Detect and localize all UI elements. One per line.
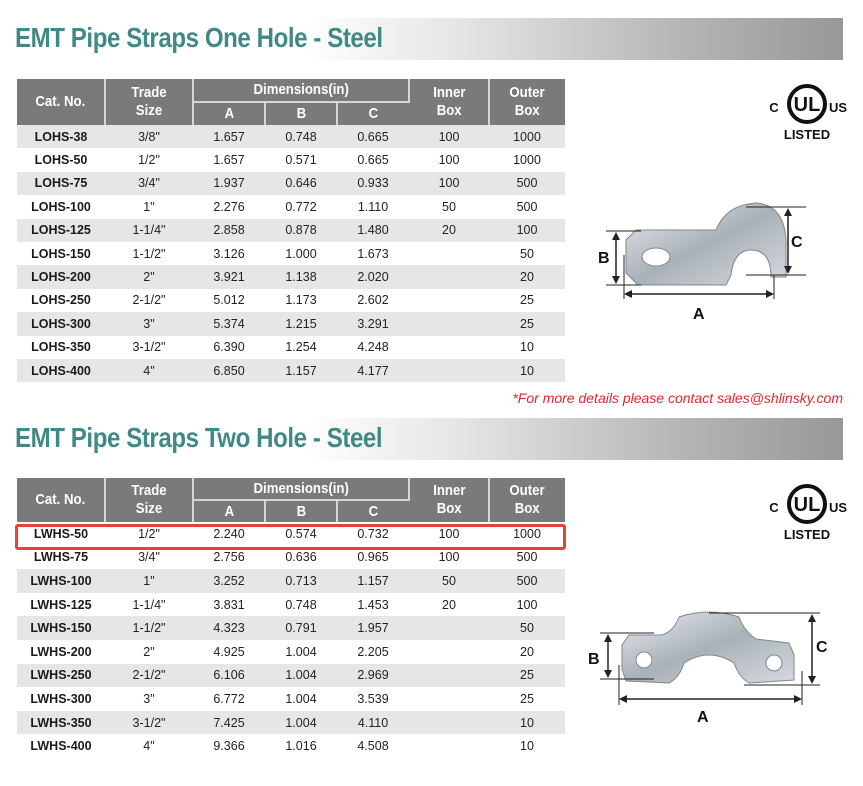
- two-hole-strap-diagram: [584, 605, 834, 725]
- table-row: [17, 312, 565, 335]
- cell-dim-b: 1.215: [265, 312, 337, 335]
- header-outer-box: Outer Box: [489, 79, 565, 125]
- cell-cat-no: LOHS-350: [17, 336, 105, 359]
- cell-trade-size: 1/2": [105, 522, 193, 546]
- cell-cat-no: LOHS-75: [17, 172, 105, 195]
- table-row: [17, 711, 565, 735]
- cell-inner-box: [409, 359, 489, 382]
- cell-dim-c: 1.110: [337, 195, 409, 218]
- strap-body: [622, 612, 794, 683]
- cell-inner-box: 100: [409, 522, 489, 546]
- cell-inner-box: [409, 265, 489, 288]
- table-row: [17, 195, 565, 218]
- cell-dim-b: 1.254: [265, 336, 337, 359]
- header-dim-a: A: [193, 102, 265, 125]
- cell-dim-c: 0.965: [337, 546, 409, 570]
- cell-dim-b: 1.138: [265, 265, 337, 288]
- cell-dim-c: 4.177: [337, 359, 409, 382]
- cell-trade-size: 1": [105, 195, 193, 218]
- cell-dim-a: 2.276: [193, 195, 265, 218]
- cell-outer-box: 100: [489, 593, 565, 617]
- cell-dim-b: 0.791: [265, 616, 337, 640]
- header-dim-c: C: [337, 102, 409, 125]
- header-dimensions: Dimensions(in): [193, 79, 409, 102]
- cell-cat-no: LWHS-150: [17, 616, 105, 640]
- table-row: [17, 242, 565, 265]
- table-row: [17, 687, 565, 711]
- cell-cat-no: LOHS-38: [17, 125, 105, 148]
- cell-dim-a: 5.374: [193, 312, 265, 335]
- dim-c-label: C: [816, 639, 828, 656]
- header-trade-size: Trade Size: [105, 79, 193, 125]
- cell-inner-box: [409, 734, 489, 758]
- cell-inner-box: [409, 616, 489, 640]
- cell-dim-a: 3.252: [193, 569, 265, 593]
- cell-trade-size: 1": [105, 569, 193, 593]
- table-row: [17, 125, 565, 148]
- cell-outer-box: 1000: [489, 148, 565, 171]
- cell-cat-no: LWHS-200: [17, 640, 105, 664]
- cell-outer-box: 25: [489, 289, 565, 312]
- cell-dim-c: 3.291: [337, 312, 409, 335]
- strap-hole: [642, 248, 670, 266]
- table-row: [17, 664, 565, 688]
- cell-dim-b: 1.004: [265, 711, 337, 735]
- cell-trade-size: 1-1/2": [105, 616, 193, 640]
- cell-inner-box: [409, 289, 489, 312]
- cell-inner-box: [409, 336, 489, 359]
- section-banner-one-hole: [15, 18, 843, 60]
- cell-outer-box: 100: [489, 219, 565, 242]
- cell-outer-box: 25: [489, 664, 565, 688]
- cell-dim-a: 9.366: [193, 734, 265, 758]
- cell-dim-a: 6.850: [193, 359, 265, 382]
- cell-dim-c: 2.602: [337, 289, 409, 312]
- ul-us-mark: US: [828, 100, 848, 115]
- header-inner-box: Inner Box: [409, 478, 489, 522]
- cell-cat-no: LOHS-100: [17, 195, 105, 218]
- cell-outer-box: 10: [489, 734, 565, 758]
- strap-hole-right: [766, 655, 782, 671]
- cell-inner-box: [409, 687, 489, 711]
- contact-note: *For more details please contact sales@shlinsky.com: [512, 390, 843, 406]
- cell-outer-box: 50: [489, 616, 565, 640]
- cell-cat-no: LOHS-300: [17, 312, 105, 335]
- cell-outer-box: 20: [489, 640, 565, 664]
- cell-outer-box: 500: [489, 195, 565, 218]
- cell-cat-no: LOHS-150: [17, 242, 105, 265]
- cell-trade-size: 4": [105, 734, 193, 758]
- table-row: [17, 148, 565, 171]
- cell-dim-b: 1.004: [265, 687, 337, 711]
- cell-dim-a: 2.240: [193, 522, 265, 546]
- table-row: [17, 289, 565, 312]
- header-cat-no: Cat. No.: [17, 478, 105, 522]
- cell-dim-a: 1.657: [193, 148, 265, 171]
- cell-dim-c: 2.020: [337, 265, 409, 288]
- ul-mark: UL: [793, 94, 821, 116]
- dim-b-label: B: [588, 651, 600, 668]
- cell-outer-box: 20: [489, 265, 565, 288]
- cell-dim-b: 1.173: [265, 289, 337, 312]
- cell-outer-box: 10: [489, 359, 565, 382]
- cell-dim-b: 0.636: [265, 546, 337, 570]
- cell-cat-no: LOHS-250: [17, 289, 105, 312]
- cell-trade-size: 1-1/4": [105, 593, 193, 617]
- cell-trade-size: 1-1/2": [105, 242, 193, 265]
- cell-trade-size: 2": [105, 265, 193, 288]
- cell-inner-box: 20: [409, 593, 489, 617]
- cell-dim-c: 3.539: [337, 687, 409, 711]
- ul-listed-logo: [762, 482, 852, 547]
- ul-listed-text: LISTED: [783, 527, 831, 542]
- cell-outer-box: 10: [489, 711, 565, 735]
- one-hole-strap-diagram: [586, 195, 806, 325]
- cell-trade-size: 3/8": [105, 125, 193, 148]
- cell-cat-no: LWHS-300: [17, 687, 105, 711]
- cell-inner-box: [409, 664, 489, 688]
- strap-hole-left: [636, 652, 652, 668]
- cell-dim-c: 2.205: [337, 640, 409, 664]
- cell-cat-no: LWHS-400: [17, 734, 105, 758]
- cell-dim-c: 1.480: [337, 219, 409, 242]
- cell-trade-size: 1/2": [105, 148, 193, 171]
- section-title: EMT Pipe Straps One Hole - Steel: [15, 22, 383, 53]
- header-trade-size: Trade Size: [105, 478, 193, 522]
- cell-trade-size: 3/4": [105, 546, 193, 570]
- cell-cat-no: LOHS-400: [17, 359, 105, 382]
- table-row: [17, 265, 565, 288]
- strap-body: [626, 203, 786, 285]
- ul-us-mark: US: [828, 500, 848, 515]
- cell-dim-b: 0.878: [265, 219, 337, 242]
- cell-trade-size: 3-1/2": [105, 336, 193, 359]
- cell-dim-a: 6.390: [193, 336, 265, 359]
- cell-trade-size: 3/4": [105, 172, 193, 195]
- cell-dim-c: 4.248: [337, 336, 409, 359]
- cell-inner-box: [409, 711, 489, 735]
- table-row: [17, 734, 565, 758]
- cell-dim-a: 4.323: [193, 616, 265, 640]
- table-row: [17, 593, 565, 617]
- cell-dim-c: 1.957: [337, 616, 409, 640]
- ul-listed-text: LISTED: [783, 127, 831, 142]
- header-dim-c: C: [337, 500, 409, 522]
- table-row: [17, 359, 565, 382]
- dim-b-label: B: [598, 250, 610, 267]
- cell-dim-c: 2.969: [337, 664, 409, 688]
- dim-c-label: C: [791, 234, 803, 251]
- table-row: [17, 616, 565, 640]
- cell-dim-c: 0.665: [337, 125, 409, 148]
- cell-outer-box: 1000: [489, 125, 565, 148]
- cell-inner-box: 100: [409, 148, 489, 171]
- highlighted-row-outline: [15, 524, 566, 550]
- header-dimensions: Dimensions(in): [193, 478, 409, 500]
- header-dim-a: A: [193, 500, 265, 522]
- dim-a-label: A: [693, 306, 705, 323]
- cell-dim-c: 0.732: [337, 522, 409, 546]
- cell-trade-size: 4": [105, 359, 193, 382]
- header-dim-b: B: [265, 500, 337, 522]
- cell-cat-no: LWHS-100: [17, 569, 105, 593]
- cell-cat-no: LWHS-125: [17, 593, 105, 617]
- cell-cat-no: LOHS-50: [17, 148, 105, 171]
- header-inner-box: Inner Box: [409, 79, 489, 125]
- cell-dim-b: 0.748: [265, 125, 337, 148]
- cell-inner-box: 20: [409, 219, 489, 242]
- cell-inner-box: 50: [409, 569, 489, 593]
- ul-mark: UL: [793, 494, 821, 516]
- cell-dim-a: 1.937: [193, 172, 265, 195]
- cell-outer-box: 50: [489, 242, 565, 265]
- cell-trade-size: 2-1/2": [105, 664, 193, 688]
- cell-dim-a: 4.925: [193, 640, 265, 664]
- cell-trade-size: 1-1/4": [105, 219, 193, 242]
- header-outer-box: Outer Box: [489, 478, 565, 522]
- spec-table-two-hole: [17, 478, 565, 758]
- section-banner-two-hole: [15, 418, 843, 460]
- spec-table-one-hole: [17, 79, 565, 382]
- cell-inner-box: 100: [409, 546, 489, 570]
- cell-outer-box: 25: [489, 687, 565, 711]
- cell-dim-a: 3.831: [193, 593, 265, 617]
- cell-inner-box: [409, 312, 489, 335]
- cell-dim-b: 0.571: [265, 148, 337, 171]
- header-cat-no: Cat. No.: [17, 79, 105, 125]
- cell-dim-a: 1.657: [193, 125, 265, 148]
- cell-dim-a: 2.756: [193, 546, 265, 570]
- cell-trade-size: 3": [105, 687, 193, 711]
- dim-a-label: A: [697, 709, 709, 725]
- cell-inner-box: 100: [409, 172, 489, 195]
- cell-dim-b: 0.574: [265, 522, 337, 546]
- table-row: [17, 569, 565, 593]
- cell-trade-size: 2-1/2": [105, 289, 193, 312]
- cell-dim-c: 1.157: [337, 569, 409, 593]
- table-row: [17, 219, 565, 242]
- cell-outer-box: 500: [489, 569, 565, 593]
- cell-dim-a: 6.106: [193, 664, 265, 688]
- cell-inner-box: [409, 640, 489, 664]
- cell-dim-b: 0.646: [265, 172, 337, 195]
- table-row: [17, 336, 565, 359]
- cell-dim-a: 2.858: [193, 219, 265, 242]
- header-dim-b: B: [265, 102, 337, 125]
- cell-cat-no: LOHS-125: [17, 219, 105, 242]
- cell-dim-b: 1.000: [265, 242, 337, 265]
- cell-dim-a: 3.921: [193, 265, 265, 288]
- cell-trade-size: 3": [105, 312, 193, 335]
- cell-dim-c: 1.673: [337, 242, 409, 265]
- cell-outer-box: 10: [489, 336, 565, 359]
- cell-trade-size: 2": [105, 640, 193, 664]
- cell-dim-a: 3.126: [193, 242, 265, 265]
- cell-inner-box: [409, 242, 489, 265]
- cell-dim-c: 1.453: [337, 593, 409, 617]
- ul-listed-logo: [762, 82, 852, 147]
- cell-dim-a: 5.012: [193, 289, 265, 312]
- cell-outer-box: 500: [489, 172, 565, 195]
- cell-dim-b: 0.772: [265, 195, 337, 218]
- cell-cat-no: LOHS-200: [17, 265, 105, 288]
- cell-outer-box: 1000: [489, 522, 565, 546]
- cell-outer-box: 500: [489, 546, 565, 570]
- cell-dim-b: 0.713: [265, 569, 337, 593]
- cell-dim-b: 1.157: [265, 359, 337, 382]
- cell-outer-box: 25: [489, 312, 565, 335]
- cell-dim-c: 0.933: [337, 172, 409, 195]
- table-row: [17, 172, 565, 195]
- cell-cat-no: LWHS-75: [17, 546, 105, 570]
- cell-inner-box: 50: [409, 195, 489, 218]
- cell-dim-b: 1.016: [265, 734, 337, 758]
- cell-dim-c: 4.110: [337, 711, 409, 735]
- cell-inner-box: 100: [409, 125, 489, 148]
- section-title: EMT Pipe Straps Two Hole - Steel: [15, 422, 383, 453]
- table-row: [17, 640, 565, 664]
- cell-cat-no: LWHS-50: [17, 522, 105, 546]
- cell-dim-b: 1.004: [265, 664, 337, 688]
- ul-c-mark: C: [769, 100, 779, 115]
- cell-dim-a: 7.425: [193, 711, 265, 735]
- cell-trade-size: 3-1/2": [105, 711, 193, 735]
- cell-dim-b: 1.004: [265, 640, 337, 664]
- cell-dim-b: 0.748: [265, 593, 337, 617]
- cell-dim-a: 6.772: [193, 687, 265, 711]
- cell-dim-c: 4.508: [337, 734, 409, 758]
- ul-c-mark: C: [769, 500, 779, 515]
- cell-dim-c: 0.665: [337, 148, 409, 171]
- cell-cat-no: LWHS-250: [17, 664, 105, 688]
- cell-cat-no: LWHS-350: [17, 711, 105, 735]
